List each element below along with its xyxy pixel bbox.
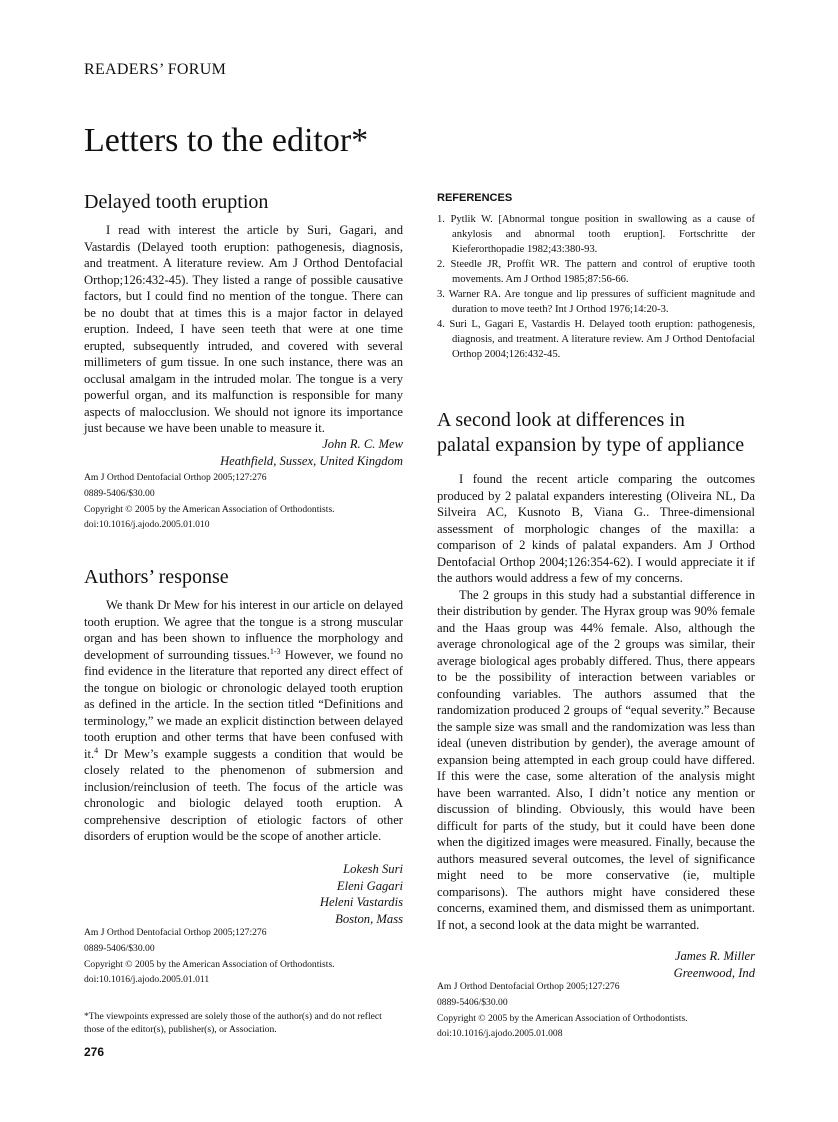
letter1-body — [84, 222, 403, 437]
letter2-heading — [437, 408, 755, 458]
letter1-heading: Delayed tooth eruption — [84, 191, 269, 213]
heading-line: A second look at differences in — [437, 409, 685, 431]
letter2-paragraph: The 2 groups in this study had a substantial difference in their distribution by gender. The Hyrax group was 90% female and the Haas group was 44% female. Also, although the average chronological age of the 2 groups was similar, their average biological ages probably differed. Thus, there appears to be the possibility of interaction between variables or confounding variables. The authors assumed that the randomization produced 2 groups of “equal severity.” Because the sample size was small and the randomization was less than ideal (uneven distribution by gender), the average amount of expansion being attempted in each group could have differed. If this were the case, some alteration of the analysis might have been warranted. Also, I didn’t notice any mention or discussion of blinding. Obviously, this would have been difficult for parts of the study, but it could have been done when the digitized images were measured. Finally, because the authors measured several outcomes, the level of significance might need to be more conservative (ie, multiple comparisons). The authors might have considered these concerns, examined them, and dismissed them as unimportant. If not, a second look at the data might be warranted. — [437, 587, 755, 932]
citation-doi: doi:10.1016/j.ajodo.2005.01.010 — [84, 519, 210, 531]
footnote: *The viewpoints expressed are solely those of the author(s) and do not reflect those of the editor(s), publisher(s), or Association. — [84, 1011, 382, 1035]
letter2-citation — [437, 979, 755, 1042]
letter2-paragraph: I found the recent article comparing the outcomes produced by 2 palatal expanders interesting (Oliveira NL, Da Silveira AC, Kusnoto B, Viana G.. Three-dimensional assessment of morphologic changes of the maxilla: a comparison of 2 kinds of palatal expanders. Am J Orthod Dentofacial Orthop 2004;126:354-62). I would appreciate it if the authors would address a few of my concerns. — [437, 472, 755, 585]
author-name: James R. Miller — [674, 949, 755, 963]
letter1-paragraph: I read with interest the article by Suri, Gagari, and Vastardis (Delayed tooth eruption: pathogenesis, diagnosis, and treatment. A literature review. Am J Orthod Dentofacial Orthop;126:432-45). They listed a range of possible causative factors, but I could find no mention of the tongue. There can be no doubt that at times this is a major factor in delayed eruption. Indeed, I have seen teeth that were at one time erupted, subsequently intruded, and covered with several millimeters of gum tissue. In one such instance, there was an occlusal amalgam in the intruded molar. The tongue is a very powerful organ, and its malfunction is responsible for many aspects of malocclusion. We should not ignore its importance just because we have been unable to measure it. — [84, 223, 403, 435]
citation-issn: 0889-5406/$30.00 — [84, 487, 155, 499]
author-name: Heleni Vastardis — [319, 895, 403, 909]
text-segment: However, we found no find evidence in the literature that reported any direct effect of the tongue on biologic or chronologic delayed tooth eruption as defined in the article. In the section titled “Definitions and terminology,” we made an explicit distinction between delayed tooth eruption and other terms that have been confused with it. — [84, 647, 403, 761]
letter1-citation — [84, 470, 403, 533]
text-segment: Dr Mew’s example suggests a condition that would be closely related to the phenomenon of submersion and inclusion/reinclusion of teeth. The focus of the article was chronologic and biologic delayed tooth eruption. A comprehensive description of etiologic factors of other disorders of eruption would be the scope of another article. — [84, 746, 403, 843]
citation-doi: doi:10.1016/j.ajodo.2005.01.011 — [84, 974, 210, 986]
response-paragraph — [84, 597, 403, 845]
citation-copyright: Copyright © 2005 by the American Association of Orthodontists. — [84, 503, 335, 515]
letter1-signature — [84, 436, 403, 469]
author-location: Boston, Mass — [335, 911, 403, 926]
author-name: John R. C. Mew — [322, 437, 403, 451]
reference-item: 4. Suri L, Gagari E, Vastardis H. Delayed tooth eruption: pathogenesis, diagnosis, and treatment. A literature review. Am J Orthod Dentofacial Orthop 2004;126:432-45. — [437, 319, 755, 360]
citation-journal: Am J Orthod Dentofacial Orthop 2005;127:276 — [84, 472, 267, 483]
author-location: Heathfield, Sussex, United Kingdom — [220, 453, 403, 468]
heading-line: palatal expansion by type of appliance — [437, 434, 745, 456]
author-location: Greenwood, Ind — [673, 965, 755, 980]
citation-copyright: Copyright © 2005 by the American Association of Orthodontists. — [84, 958, 335, 970]
reference-item: 3. Warner RA. Are tongue and lip pressures of sufficient magnitude and duration to move teeth? Int J Orthod 1976;14:20-3. — [437, 289, 755, 315]
citation-journal: Am J Orthod Dentofacial Orthop 2005;127:276 — [84, 927, 267, 938]
text-segment: We thank Dr Mew for his interest in our article on delayed tooth eruption. We agree that the tongue is a strong muscular organ and has been shown to influence the morphology and development of surrounding tissues. — [84, 598, 403, 662]
reference-item: 2. Steedle JR, Proffit WR. The pattern and control of eruptive tooth movements. Am J Orthod 1985;87:56-66. — [437, 259, 755, 285]
page-title: Letters to the editor* — [84, 122, 369, 159]
page-number: 276 — [84, 1045, 105, 1059]
reference-item: 1. Pytlik W. [Abnormal tongue position in swallowing as a cause of ankylosis and abnormal tooth eruption]. Fortschritte der Kieferorthopadie 1982;43:380-93. — [437, 214, 755, 255]
author-name: Eleni Gagari — [336, 878, 403, 893]
reference-superscript: 4 — [94, 745, 99, 755]
section-label: READERS’ FORUM — [84, 61, 227, 78]
citation-issn: 0889-5406/$30.00 — [84, 942, 155, 954]
response-citation — [84, 925, 403, 988]
letter2-body — [437, 471, 755, 933]
reference-superscript: 1-3 — [269, 646, 281, 656]
references-heading: REFERENCES — [437, 192, 513, 204]
response-heading: Authors’ response — [84, 566, 229, 588]
references-list — [437, 212, 755, 362]
author-name: Lokesh Suri — [343, 862, 403, 876]
citation-issn: 0889-5406/$30.00 — [437, 996, 508, 1008]
response-signature — [84, 861, 403, 927]
citation-journal: Am J Orthod Dentofacial Orthop 2005;127:276 — [437, 981, 620, 992]
letter2-signature — [437, 948, 755, 981]
response-body — [84, 597, 403, 845]
citation-copyright: Copyright © 2005 by the American Association of Orthodontists. — [437, 1012, 688, 1024]
citation-doi: doi:10.1016/j.ajodo.2005.01.008 — [437, 1028, 563, 1040]
